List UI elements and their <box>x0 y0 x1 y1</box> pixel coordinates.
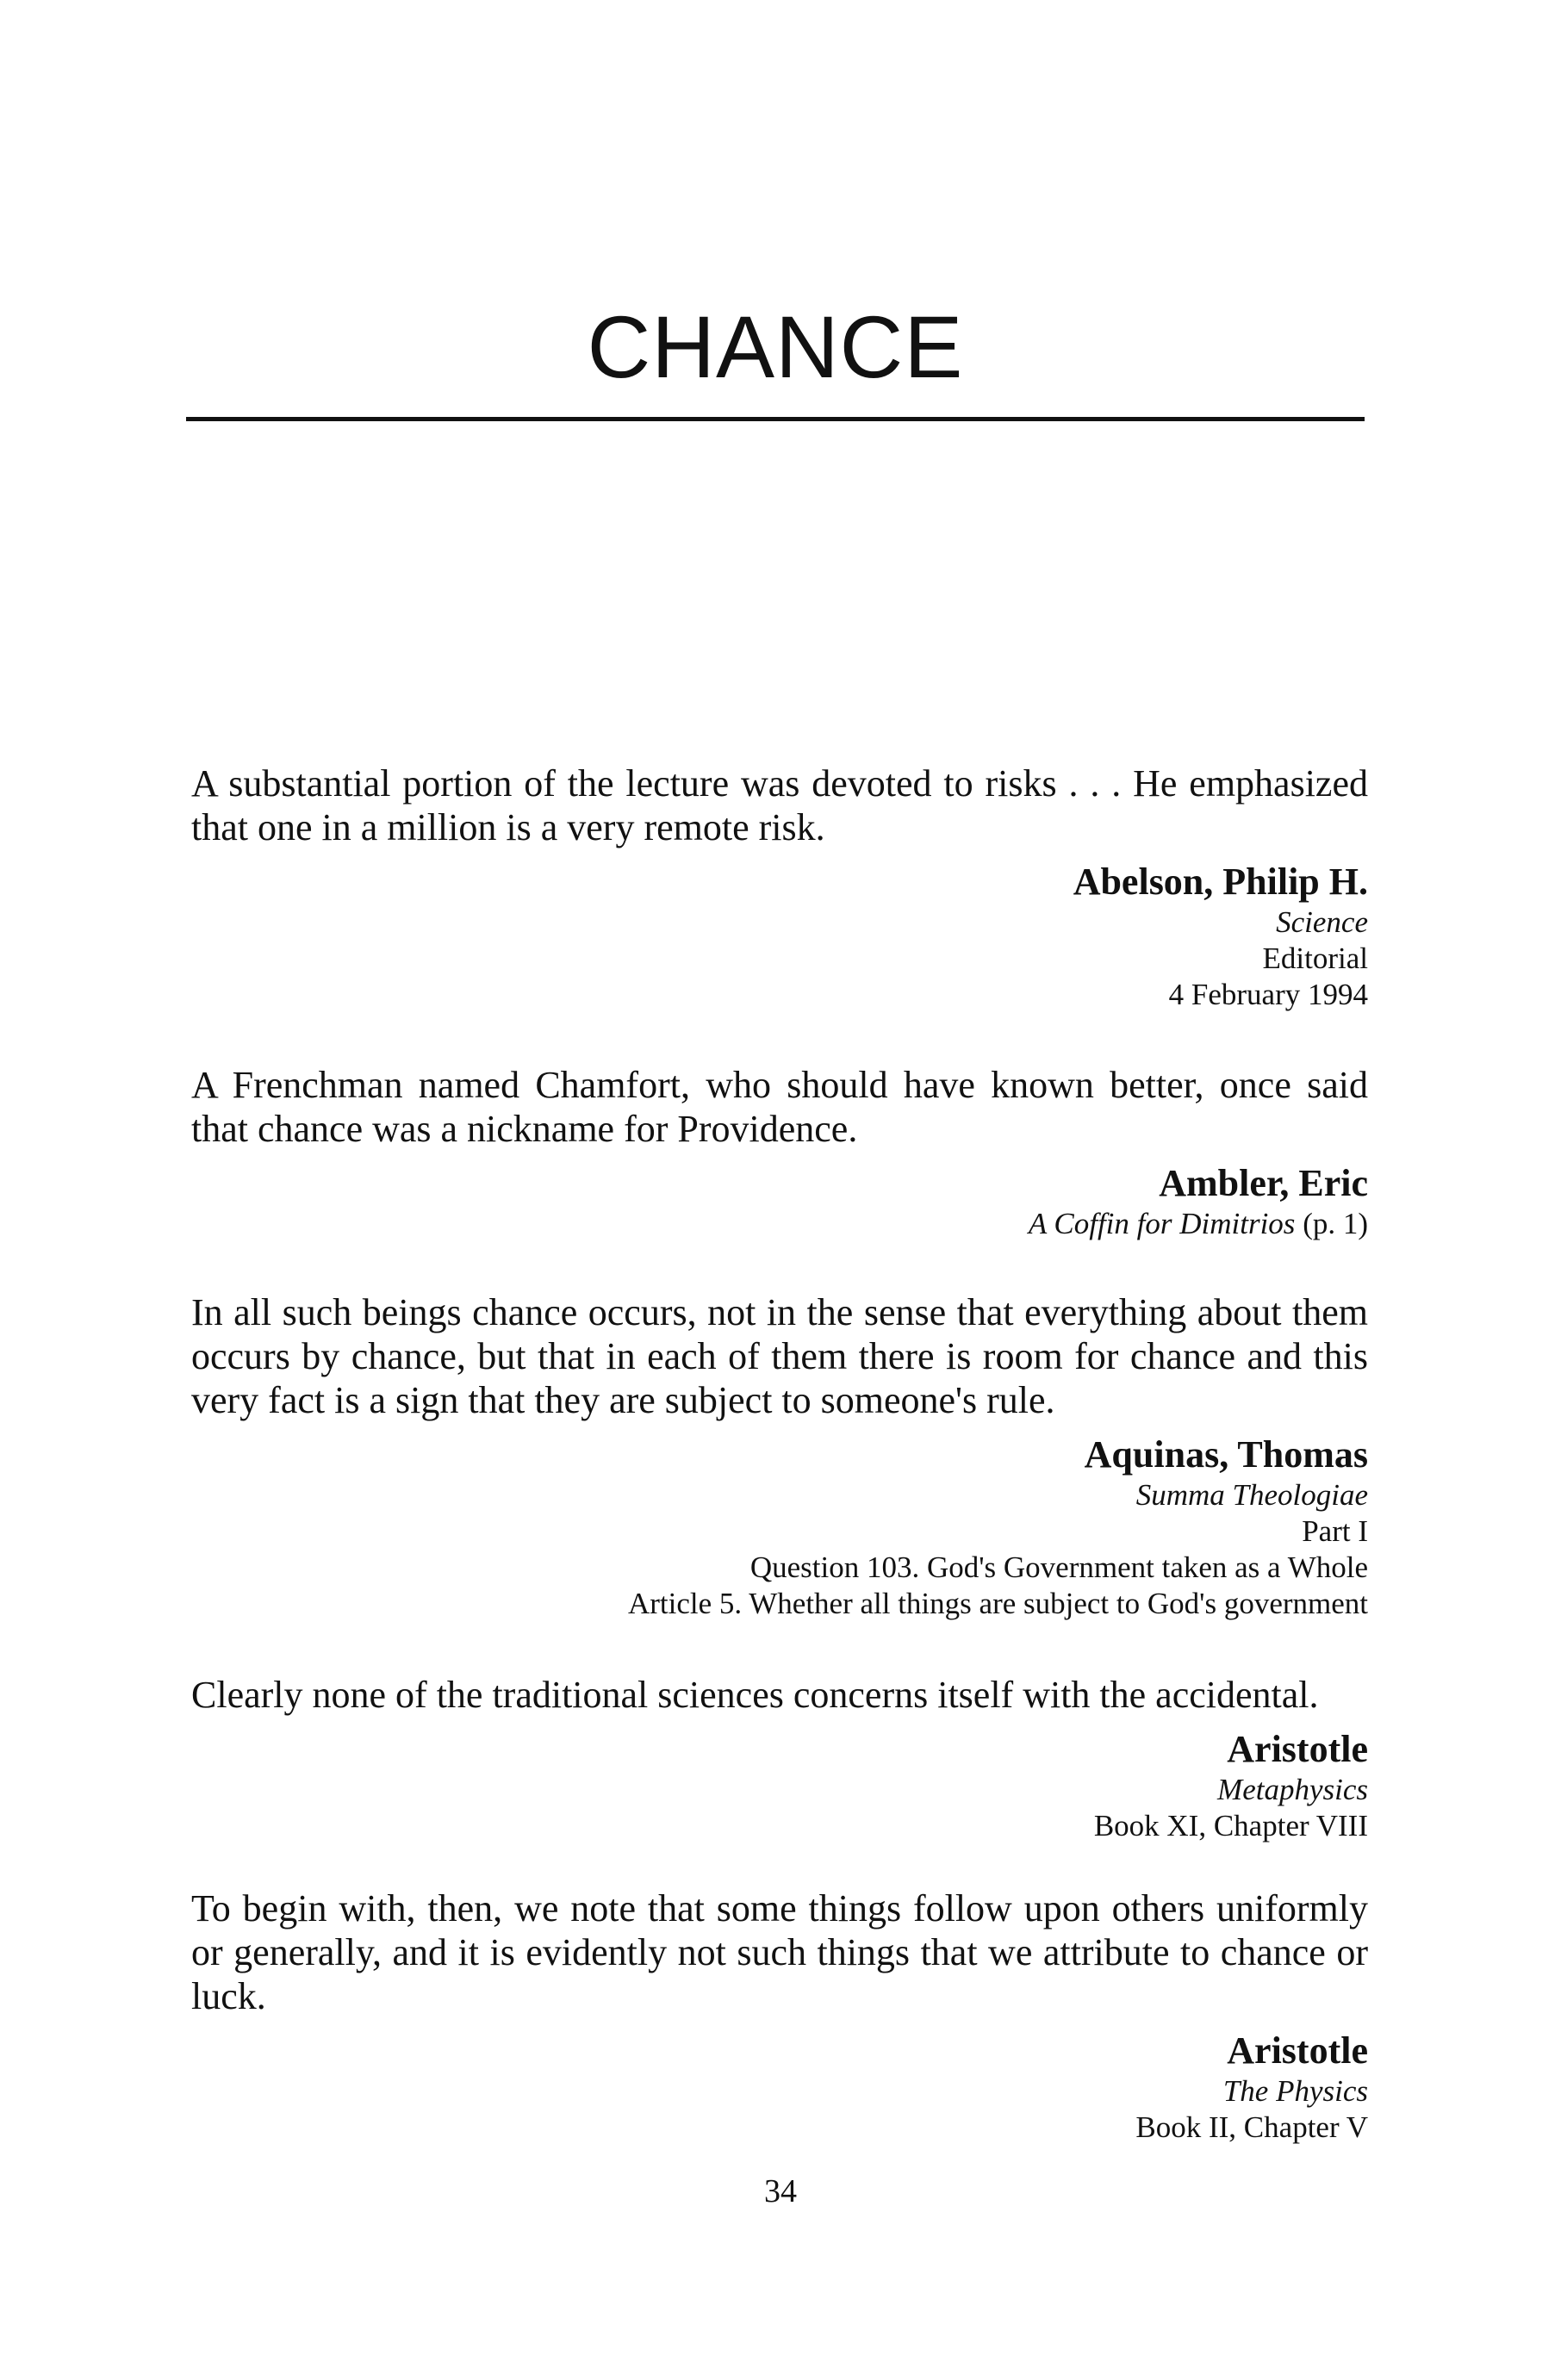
quote-attribution <box>191 860 1368 1013</box>
quote-block-aquinas <box>191 1290 1368 1622</box>
quote-detail: Book XI, Chapter VIII <box>1093 1809 1368 1842</box>
quote-source: A Coffin for Dimitrios <box>1028 1207 1296 1240</box>
quote-block-aristotle-metaphysics <box>191 1673 1368 1844</box>
quote-text: A Frenchman named Chamfort, who should have known better, once said that chance was a nickname for Providence. <box>191 1064 1368 1150</box>
quote-attribution <box>191 1727 1368 1844</box>
quote-text: Clearly none of the traditional sciences concerns itself with the accidental. <box>191 1674 1319 1716</box>
quote-attribution <box>191 1432 1368 1622</box>
quote-source: Science <box>1276 905 1368 939</box>
quote-block-aristotle-physics <box>191 1886 1368 2146</box>
quote-detail: Book II, Chapter V <box>1135 2110 1368 2144</box>
title-rule <box>186 417 1365 421</box>
quote-author: Ambler, Eric <box>1159 1162 1368 1204</box>
quote-detail: Question 103. God's Government taken as a Whole <box>749 1550 1368 1584</box>
quote-detail: Editorial <box>1262 941 1368 975</box>
quote-detail: Article 5. Whether all things are subject to God's government <box>627 1587 1368 1620</box>
quote-source-page: (p. 1) <box>1295 1207 1368 1240</box>
quote-author: Aristotle <box>1227 2029 1368 2072</box>
chapter-title: CHANCE <box>587 298 964 396</box>
quote-block-ambler <box>191 1063 1368 1242</box>
quote-source-line <box>191 1206 1368 1242</box>
quote-block-abelson <box>191 761 1368 1013</box>
quote-source: The Physics <box>1222 2074 1368 2108</box>
quote-detail: Part I <box>1302 1514 1368 1548</box>
quote-text: A substantial portion of the lecture was devoted to risks . . . He emphasized that one in a million is a very remote risk. <box>191 762 1368 848</box>
quote-attribution <box>191 2029 1368 2146</box>
quote-source: Metaphysics <box>1217 1773 1368 1806</box>
quote-text: In all such beings chance occurs, not in the sense that everything about them occurs by chance, but that in each of them there is room for chance and this very fact is a sign that they are subject to someone's rule. <box>191 1291 1368 1421</box>
quote-source: Summa Theologiae <box>1135 1478 1368 1512</box>
quote-detail: 4 February 1994 <box>1168 978 1368 1011</box>
quote-author: Aquinas, Thomas <box>1084 1433 1368 1476</box>
quote-author: Aristotle <box>1227 1728 1368 1770</box>
page-number: 34 <box>764 2173 797 2209</box>
quote-text: To begin with, then, we note that some things follow upon others uniformly or generally, and it is evidently not such things that we attribute to chance or luck. <box>191 1887 1368 2017</box>
quote-author: Abelson, Philip H. <box>1073 861 1368 903</box>
quote-attribution <box>191 1161 1368 1242</box>
